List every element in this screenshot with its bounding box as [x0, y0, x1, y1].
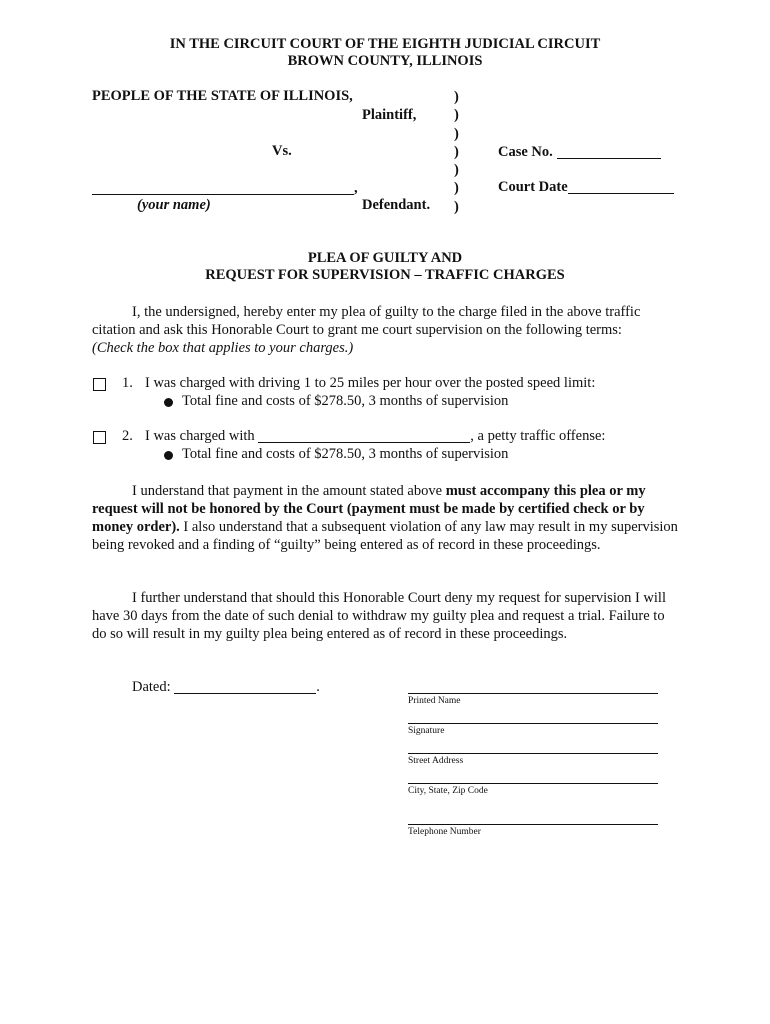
- option-2-text: [145, 428, 605, 445]
- caption-paren: ): [454, 89, 459, 105]
- option-1-checkbox[interactable]: [93, 378, 106, 391]
- versus-label: Vs.: [272, 143, 292, 159]
- caption-paren: ): [454, 143, 459, 160]
- payment-text-end: I also understand that a subsequent violation of any law may result in my supervision being revoked and a finding of “guilty” being entered as of record in these proceedings.: [92, 519, 678, 553]
- denial-text: I further understand that should this Honorable Court deny my request for supervision I will have 30 days from the date of such denial to withdraw my guilty plea and request a trial. Failure to do so will result in my guilty plea being entered as of record in these proceedings.: [92, 590, 666, 642]
- payment-requirement: must accompany this plea or my request will not be honored by the Court (payment must be made by certified check or by money order).: [92, 483, 646, 535]
- printed-name-label: Printed Name: [408, 696, 461, 706]
- court-name: IN THE CIRCUIT COURT OF THE EIGHTH JUDICIAL CIRCUIT: [169, 36, 601, 52]
- city-state-zip-label: City, State, Zip Code: [408, 786, 488, 796]
- dated-blank[interactable]: [174, 679, 316, 694]
- document-title: PLEA OF GUILTY AND: [307, 250, 463, 266]
- option-1-number: 1.: [122, 375, 133, 391]
- case-number-blank[interactable]: [557, 144, 661, 159]
- payment-paragraph: [92, 482, 678, 554]
- defendant-name-blank[interactable]: [92, 180, 354, 195]
- option-2-detail: Total fine and costs of $278.50, 3 months of supervision: [182, 446, 509, 462]
- street-address-line[interactable]: [408, 753, 658, 754]
- dated-period: .: [316, 679, 320, 695]
- defendant-label: Defendant.: [362, 197, 431, 213]
- dated-row: [132, 679, 320, 696]
- your-name-hint: (your name): [137, 197, 211, 213]
- court-date-label: Court Date: [498, 179, 568, 195]
- telephone-label: Telephone Number: [408, 827, 481, 837]
- intro-paragraph: [92, 303, 678, 357]
- payment-text: [92, 482, 678, 554]
- plaintiff-label: Plaintiff,: [362, 107, 417, 123]
- caption-paren: ): [454, 107, 459, 124]
- county-name: BROWN COUNTY, ILLINOIS: [287, 53, 483, 69]
- bullet-icon: [164, 451, 173, 460]
- printed-name-line[interactable]: [408, 693, 658, 694]
- bullet-icon: [164, 398, 173, 407]
- signature-label: Signature: [408, 726, 445, 736]
- option-1-detail: Total fine and costs of $278.50, 3 months of supervision: [182, 393, 509, 409]
- defendant-name-row: [92, 179, 358, 197]
- denial-paragraph: [92, 589, 678, 643]
- dated-label: Dated:: [132, 679, 171, 695]
- option-1-text: I was charged with driving 1 to 25 miles per hour over the posted speed limit:: [145, 375, 596, 391]
- option-2-checkbox[interactable]: [93, 431, 106, 444]
- option-2-text-after: , a petty traffic offense:: [470, 428, 606, 444]
- case-number-row: [498, 143, 661, 161]
- court-date-row: [498, 178, 674, 196]
- intro-text: I, the undersigned, hereby enter my plea of guilty to the charge filed in the above traffic citation and ask this Honorable Court to grant me court supervision on the following terms:: [92, 304, 641, 338]
- telephone-line[interactable]: [408, 824, 658, 825]
- caption-paren: ): [454, 125, 459, 142]
- city-state-zip-line[interactable]: [408, 783, 658, 784]
- defendant-name-comma: ,: [354, 180, 358, 196]
- document-subtitle: REQUEST FOR SUPERVISION – TRAFFIC CHARGES: [205, 267, 565, 283]
- caption-paren: ): [454, 180, 459, 197]
- offense-blank[interactable]: [258, 428, 470, 443]
- signature-line[interactable]: [408, 723, 658, 724]
- street-address-label: Street Address: [408, 756, 464, 766]
- option-2-number: 2.: [122, 428, 133, 444]
- case-number-label: Case No.: [498, 144, 553, 160]
- caption-paren: ): [454, 162, 459, 179]
- option-2-text-before: I was charged with: [145, 428, 255, 444]
- caption-paren: ): [454, 198, 459, 215]
- check-instruction: (Check the box that applies to your charges.): [92, 340, 354, 356]
- plaintiff-party: PEOPLE OF THE STATE OF ILLINOIS,: [92, 88, 353, 104]
- payment-text-start: I understand that payment in the amount stated above: [132, 483, 443, 499]
- court-date-blank[interactable]: [568, 179, 674, 194]
- caption-parentheses: [454, 88, 459, 216]
